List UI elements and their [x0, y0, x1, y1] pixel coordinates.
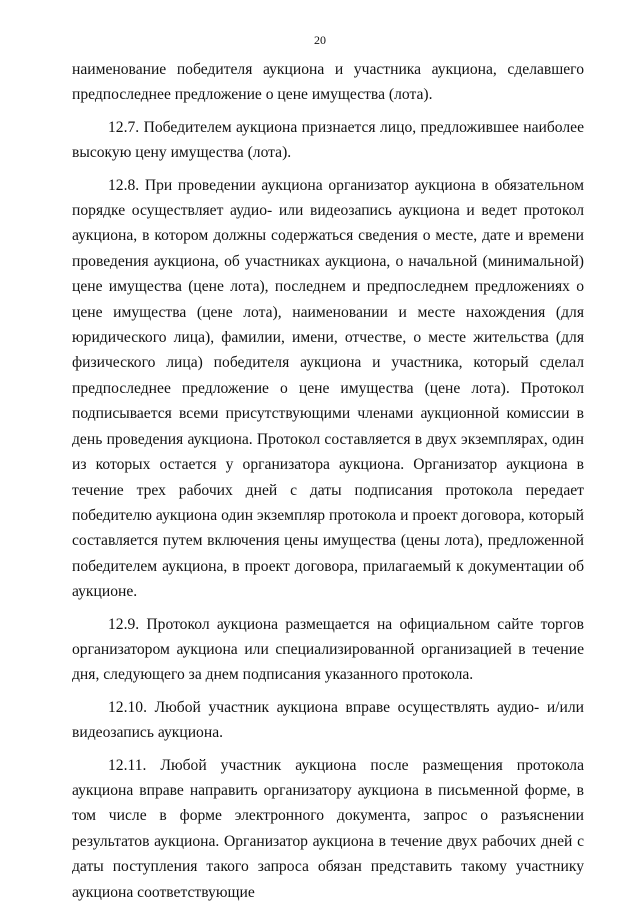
paragraph-12-7: 12.7. Победителем аукциона признается лицо, предложившее наиболее высокую цену имущества (лота).: [72, 118, 584, 162]
paragraph-12-8: 12.8. При проведении аукциона организатор аукциона в обязательном порядке осуществляет аудио- или видеозапись аукциона и ведет протокол аукциона, в котором должны содержаться сведения о месте, дате и времени проведения аукциона, об участниках аукциона, о начальной (минимальной) цене имущества (цене лота), последнем и предпоследнем предложениях о цене имущества (цене лота), наименовании и месте нахождения (для юридического лица), фамилии, имени, отчестве, о месте жительства (для физического лица) победителя аукциона и участника, который сделал предпоследнее предложение о цене имущества (цене лота). Протокол подписывается всеми присутствующими членами аукционной комиссии в день проведения аукциона. Протокол составляется в двух экземплярах, один из которых остается у организатора аукциона. Организатор аукциона в течение трех рабочих дней с даты подписания протокола передает победителю аукциона один экземпляр протокола и проект договора, который составляется путем включения цены имущества (цены лота), предложенной победителем аукциона, в проект договора, прилагаемый к документации об аукционе.: [72, 176, 584, 601]
document-body: [72, 57, 584, 912]
page-number: 20: [314, 33, 326, 47]
paragraph-12-10: 12.10. Любой участник аукциона вправе осуществлять аудио- и/или видеозапись аукциона.: [72, 698, 584, 742]
paragraph-12-9: 12.9. Протокол аукциона размещается на официальном сайте торгов организатором аукциона или специализированной организацией в течение дня, следующего за днем подписания указанного протокола.: [72, 615, 584, 684]
paragraph-12-11: 12.11. Любой участник аукциона после размещения протокола аукциона вправе направить организатору аукциона в письменной форме, в том числе в форме электронного документа, запрос о разъяснении результатов аукциона. Организатор аукциона в течение двух рабочих дней с даты поступления такого запроса обязан представить такому участнику аукциона соответствующие: [72, 756, 584, 901]
paragraph-continuation: наименование победителя аукциона и участника аукциона, сделавшего предпоследнее предложение о цене имущества (лота).: [72, 61, 584, 104]
